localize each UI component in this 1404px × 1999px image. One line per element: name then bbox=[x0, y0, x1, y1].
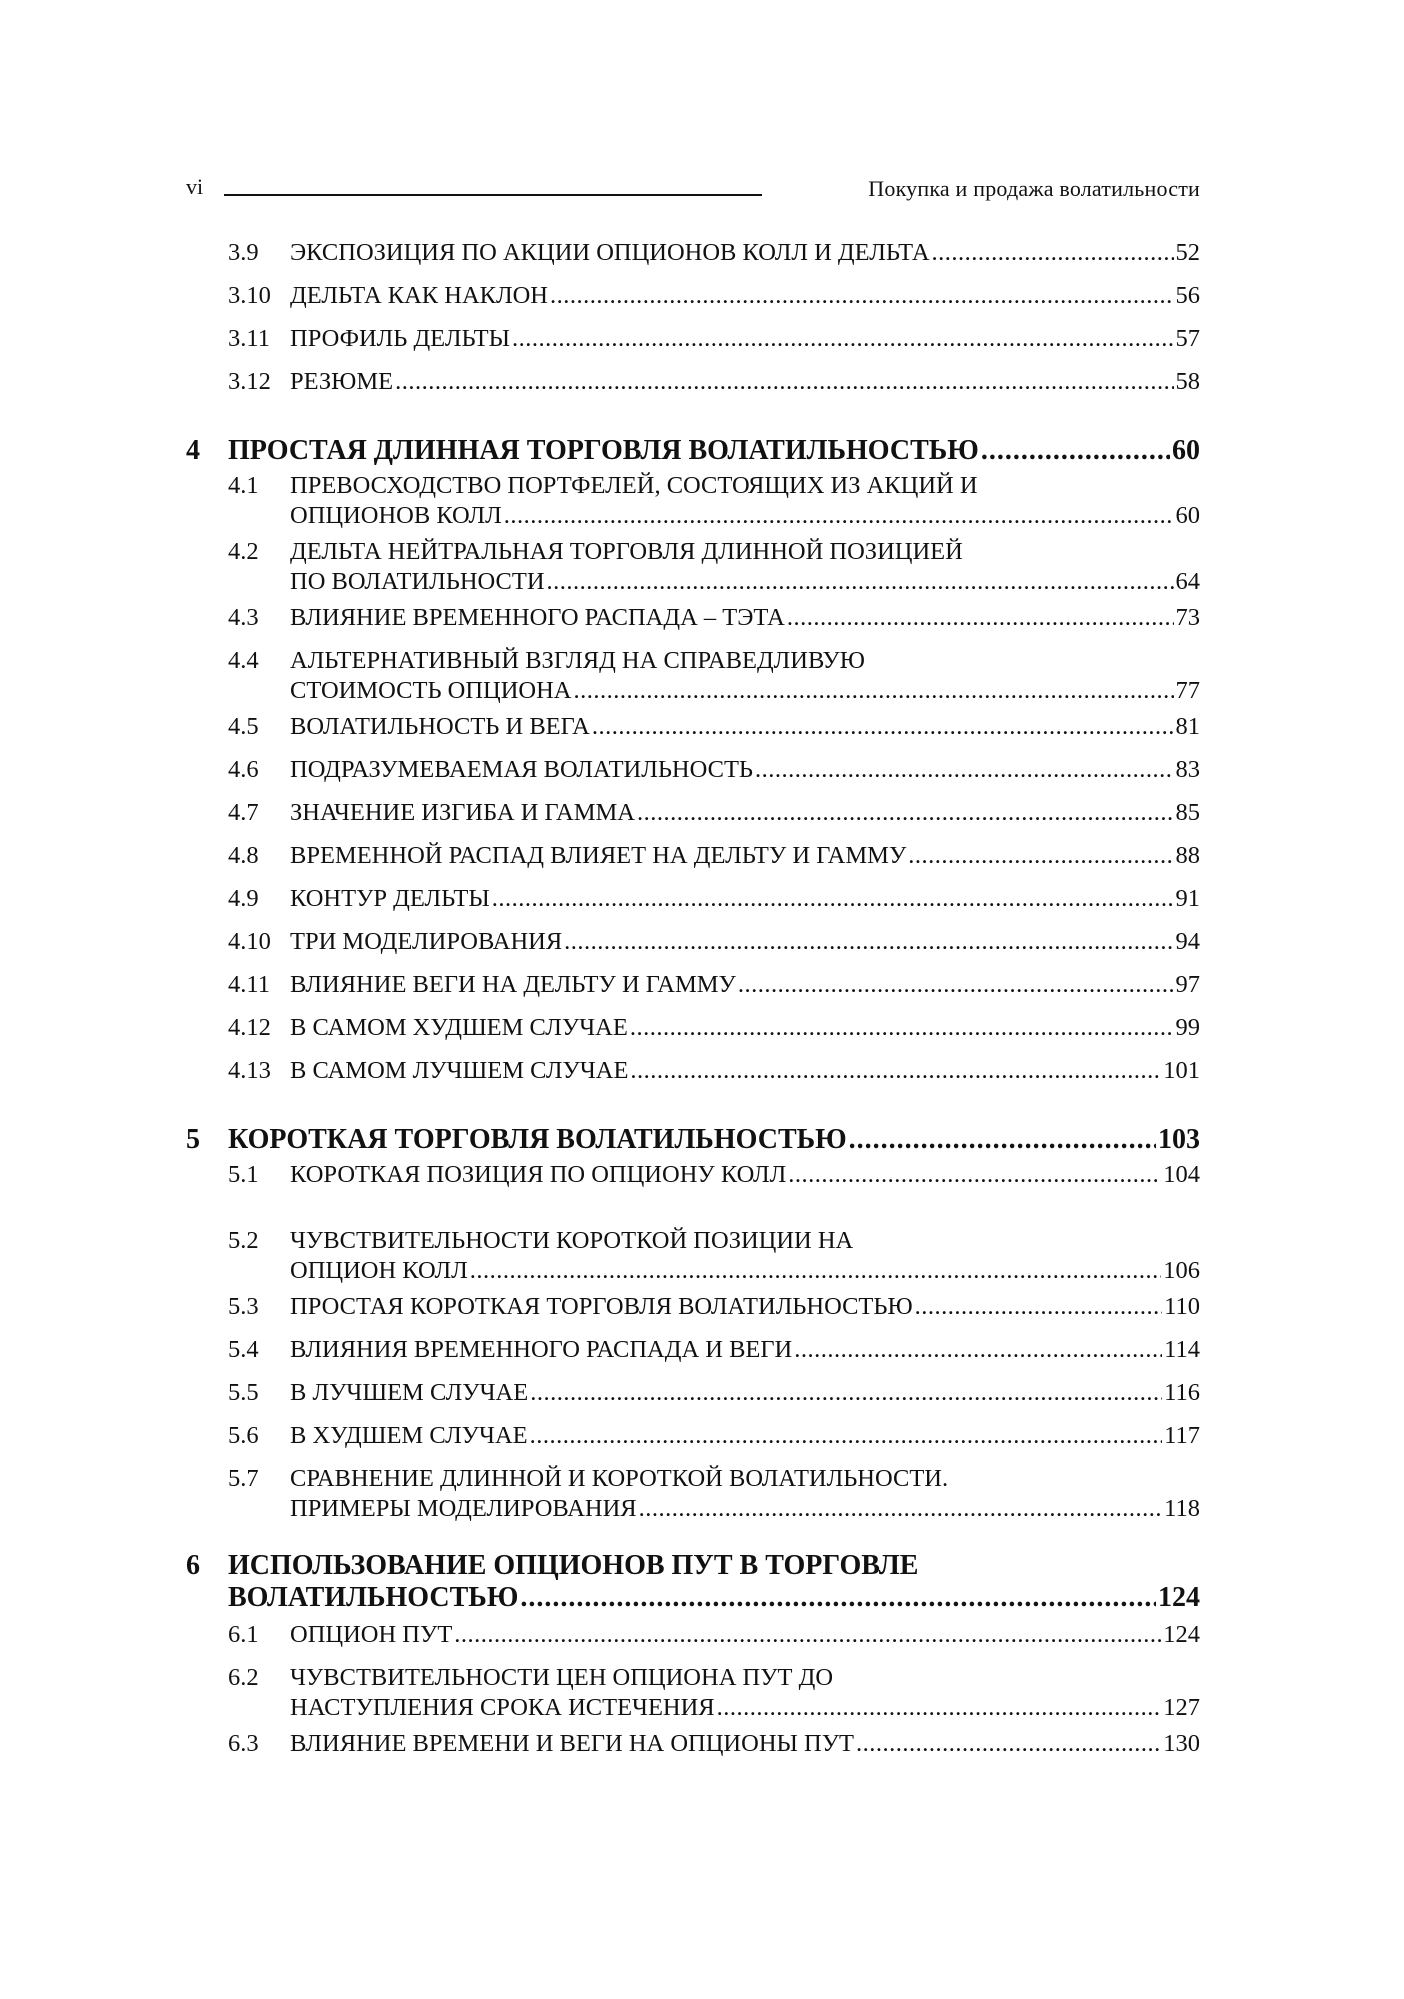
dot-leader bbox=[530, 1378, 1162, 1408]
page-ref: 124 bbox=[1163, 1621, 1200, 1648]
entry-title-line: ПРИМЕРЫ МОДЕЛИРОВАНИЯ bbox=[290, 1495, 637, 1522]
section-number: 4.4 bbox=[228, 647, 259, 674]
page-ref: 83 bbox=[1175, 756, 1200, 783]
entry-title bbox=[290, 1013, 1200, 1043]
entry-title bbox=[290, 238, 1200, 268]
entry-title-line: КОРОТКАЯ ТОРГОВЛЯ ВОЛАТИЛЬНОСТЬЮ bbox=[228, 1124, 847, 1155]
entry-title-line: ИСПОЛЬЗОВАНИЕ ОПЦИОНОВ ПУТ В ТОРГОВЛЕ bbox=[228, 1550, 919, 1581]
dot-leader bbox=[630, 1056, 1161, 1086]
entry-title bbox=[290, 1335, 1200, 1365]
dot-leader bbox=[512, 324, 1174, 354]
entry-title bbox=[290, 537, 1200, 597]
section-number: 4.6 bbox=[228, 756, 259, 783]
chapter-number: 4 bbox=[186, 435, 200, 466]
dot-leader bbox=[574, 676, 1174, 706]
section-number: 4.2 bbox=[228, 538, 259, 565]
entry-title-line: ЗНАЧЕНИЕ ИЗГИБА И ГАММА bbox=[290, 799, 635, 826]
entry-title-line: В САМОМ ЛУЧШЕМ СЛУЧАЕ bbox=[290, 1057, 629, 1084]
section-number: 5.5 bbox=[228, 1379, 259, 1406]
dot-leader bbox=[856, 1729, 1161, 1759]
page-ref: 88 bbox=[1175, 842, 1200, 869]
entry-title bbox=[290, 927, 1200, 957]
dot-leader bbox=[395, 367, 1173, 397]
entry-title bbox=[290, 367, 1200, 397]
dot-leader bbox=[564, 927, 1173, 957]
entry-title-line: ВОЛАТИЛЬНОСТЬЮ bbox=[228, 1582, 519, 1613]
page-ref: 85 bbox=[1175, 799, 1200, 826]
entry-title-line: ПРОСТАЯ КОРОТКАЯ ТОРГОВЛЯ ВОЛАТИЛЬНОСТЬЮ bbox=[290, 1293, 913, 1320]
entry-title bbox=[290, 970, 1200, 1000]
section-number: 5.2 bbox=[228, 1227, 259, 1254]
entry-title-line: В САМОМ ХУДШЕМ СЛУЧАЕ bbox=[290, 1014, 628, 1041]
entry-title bbox=[290, 841, 1200, 871]
dot-leader bbox=[908, 841, 1173, 871]
page-ref: 58 bbox=[1175, 368, 1200, 395]
section-number: 4.7 bbox=[228, 799, 259, 826]
page-ref: 81 bbox=[1175, 713, 1200, 740]
dot-leader bbox=[915, 1292, 1163, 1322]
dot-leader bbox=[981, 435, 1170, 467]
dot-leader bbox=[717, 1693, 1162, 1723]
page-ref: 77 bbox=[1175, 677, 1200, 704]
entry-title-line: РЕЗЮМЕ bbox=[290, 368, 394, 395]
page-ref: 60 bbox=[1175, 502, 1200, 529]
entry-title bbox=[290, 755, 1200, 785]
entry-title bbox=[290, 1292, 1200, 1322]
entry-title-line: ОПЦИОН ПУТ bbox=[290, 1621, 453, 1648]
dot-leader bbox=[547, 567, 1174, 597]
dot-leader bbox=[520, 1582, 1156, 1614]
entry-title bbox=[290, 324, 1200, 354]
dot-leader bbox=[492, 884, 1174, 914]
entry-title-line: ВЛИЯНИЕ ВРЕМЕНИ И ВЕГИ НА ОПЦИОНЫ ПУТ bbox=[290, 1730, 855, 1757]
entry-title bbox=[290, 1663, 1200, 1723]
entry-title-line: ПРОФИЛЬ ДЕЛЬТЫ bbox=[290, 325, 510, 352]
header-rule bbox=[224, 194, 762, 196]
section-number: 4.12 bbox=[228, 1014, 271, 1041]
dot-leader bbox=[788, 1160, 1161, 1190]
page-number: vi bbox=[186, 174, 204, 199]
section-number: 5.7 bbox=[228, 1465, 259, 1492]
entry-title bbox=[228, 1124, 1200, 1156]
entry-title-line: СРАВНЕНИЕ ДЛИННОЙ И КОРОТКОЙ ВОЛАТИЛЬНОСТИ. bbox=[290, 1465, 949, 1492]
section-number: 4.8 bbox=[228, 842, 259, 869]
entry-title-line: ЭКСПОЗИЦИЯ ПО АКЦИИ ОПЦИОНОВ КОЛЛ И ДЕЛЬТА bbox=[290, 239, 930, 266]
entry-title-line: ВОЛАТИЛЬНОСТЬ И ВЕГА bbox=[290, 713, 590, 740]
page-ref: 60 bbox=[1172, 435, 1200, 466]
page-ref: 64 bbox=[1175, 568, 1200, 595]
dot-leader bbox=[932, 238, 1174, 268]
entry-title bbox=[290, 1226, 1200, 1286]
dot-leader bbox=[470, 1256, 1162, 1286]
section-number: 3.9 bbox=[228, 239, 259, 266]
entry-title-line: ТРИ МОДЕЛИРОВАНИЯ bbox=[290, 928, 563, 955]
dot-leader bbox=[637, 798, 1174, 828]
running-title: Покупка и продажа волатильности bbox=[868, 176, 1200, 201]
dot-leader bbox=[550, 281, 1174, 311]
dot-leader bbox=[530, 1421, 1163, 1451]
entry-title-line: ОПЦИОНОВ КОЛЛ bbox=[290, 502, 502, 529]
entry-title-line: АЛЬТЕРНАТИВНЫЙ ВЗГЛЯД НА СПРАВЕДЛИВУЮ bbox=[290, 647, 865, 674]
section-number: 5.3 bbox=[228, 1293, 259, 1320]
page-ref: 104 bbox=[1163, 1161, 1200, 1188]
page-ref: 110 bbox=[1164, 1293, 1200, 1320]
page-ref: 124 bbox=[1158, 1582, 1200, 1613]
entry-title-line: ВЛИЯНИЕ ВЕГИ НА ДЕЛЬТУ И ГАММУ bbox=[290, 971, 736, 998]
entry-title bbox=[290, 281, 1200, 311]
dot-leader bbox=[738, 970, 1174, 1000]
section-number: 3.11 bbox=[228, 325, 270, 352]
entry-title-line: ВЛИЯНИЯ ВРЕМЕННОГО РАСПАДА И ВЕГИ bbox=[290, 1336, 793, 1363]
entry-title bbox=[290, 1620, 1200, 1650]
entry-title-line: КОРОТКАЯ ПОЗИЦИЯ ПО ОПЦИОНУ КОЛЛ bbox=[290, 1161, 787, 1188]
dot-leader bbox=[504, 501, 1174, 531]
entry-title-line: ДЕЛЬТА КАК НАКЛОН bbox=[290, 282, 548, 309]
page-ref: 73 bbox=[1175, 604, 1200, 631]
section-number: 6.2 bbox=[228, 1664, 259, 1691]
section-number: 4.3 bbox=[228, 604, 259, 631]
page-ref: 56 bbox=[1175, 282, 1200, 309]
section-number: 3.12 bbox=[228, 368, 271, 395]
entry-title-line: ВЛИЯНИЕ ВРЕМЕННОГО РАСПАДА – ТЭТА bbox=[290, 604, 785, 631]
dot-leader bbox=[794, 1335, 1162, 1365]
section-number: 5.6 bbox=[228, 1422, 259, 1449]
dot-leader bbox=[787, 603, 1174, 633]
section-number: 4.13 bbox=[228, 1057, 271, 1084]
dot-leader bbox=[630, 1013, 1174, 1043]
entry-title bbox=[290, 884, 1200, 914]
entry-title-line: СТОИМОСТЬ ОПЦИОНА bbox=[290, 677, 572, 704]
entry-title-line: ЧУВСТВИТЕЛЬНОСТИ ЦЕН ОПЦИОНА ПУТ ДО bbox=[290, 1664, 834, 1691]
entry-title-line: ЧУВСТВИТЕЛЬНОСТИ КОРОТКОЙ ПОЗИЦИИ НА bbox=[290, 1227, 854, 1254]
entry-title bbox=[290, 1421, 1200, 1451]
dot-leader bbox=[849, 1124, 1156, 1156]
section-number: 5.4 bbox=[228, 1336, 259, 1363]
section-number: 4.11 bbox=[228, 971, 270, 998]
entry-title-line: КОНТУР ДЕЛЬТЫ bbox=[290, 885, 490, 912]
entry-title bbox=[290, 1056, 1200, 1086]
page-ref: 57 bbox=[1175, 325, 1200, 352]
entry-title-line: ПОДРАЗУМЕВАЕМАЯ ВОЛАТИЛЬНОСТЬ bbox=[290, 756, 753, 783]
chapter-number: 6 bbox=[186, 1550, 200, 1581]
page-ref: 117 bbox=[1164, 1422, 1200, 1449]
entry-title-line: ВРЕМЕННОЙ РАСПАД ВЛИЯЕТ НА ДЕЛЬТУ И ГАММУ bbox=[290, 842, 907, 869]
entry-title-line: В ХУДШЕМ СЛУЧАЕ bbox=[290, 1422, 528, 1449]
entry-title bbox=[290, 1729, 1200, 1759]
entry-title-line: ОПЦИОН КОЛЛ bbox=[290, 1257, 468, 1284]
entry-title-line: ПРЕВОСХОДСТВО ПОРТФЕЛЕЙ, СОСТОЯЩИХ ИЗ АКЦИЙ И bbox=[290, 472, 978, 499]
page-ref: 116 bbox=[1164, 1379, 1200, 1406]
entry-title-line: ПО ВОЛАТИЛЬНОСТИ bbox=[290, 568, 545, 595]
entry-title bbox=[290, 471, 1200, 531]
dot-leader bbox=[755, 755, 1174, 785]
dot-leader bbox=[639, 1494, 1163, 1524]
running-header bbox=[186, 170, 1200, 206]
section-number: 4.5 bbox=[228, 713, 259, 740]
page-ref: 106 bbox=[1163, 1257, 1200, 1284]
entry-title-line: ДЕЛЬТА НЕЙТРАЛЬНАЯ ТОРГОВЛЯ ДЛИННОЙ ПОЗИЦИЕЙ bbox=[290, 538, 963, 565]
entry-title bbox=[290, 646, 1200, 706]
entry-title bbox=[228, 1550, 1200, 1614]
section-number: 6.3 bbox=[228, 1730, 259, 1757]
page-ref: 52 bbox=[1175, 239, 1200, 266]
page-ref: 103 bbox=[1158, 1124, 1200, 1155]
section-number: 5.1 bbox=[228, 1161, 259, 1188]
page-ref: 97 bbox=[1175, 971, 1200, 998]
section-number: 4.1 bbox=[228, 472, 259, 499]
section-number: 4.9 bbox=[228, 885, 259, 912]
entry-title bbox=[290, 1160, 1200, 1190]
page-ref: 114 bbox=[1164, 1336, 1200, 1363]
page-ref: 101 bbox=[1163, 1057, 1200, 1084]
page-ref: 99 bbox=[1175, 1014, 1200, 1041]
entry-title bbox=[290, 1378, 1200, 1408]
entry-title-line: ПРОСТАЯ ДЛИННАЯ ТОРГОВЛЯ ВОЛАТИЛЬНОСТЬЮ bbox=[228, 435, 979, 466]
section-number: 3.10 bbox=[228, 282, 271, 309]
chapter-number: 5 bbox=[186, 1124, 200, 1155]
entry-title bbox=[290, 798, 1200, 828]
page-ref: 118 bbox=[1164, 1495, 1200, 1522]
section-number: 4.10 bbox=[228, 928, 271, 955]
page-ref: 91 bbox=[1175, 885, 1200, 912]
entry-title bbox=[290, 712, 1200, 742]
page-ref: 130 bbox=[1163, 1730, 1200, 1757]
entry-title bbox=[290, 603, 1200, 633]
dot-leader bbox=[454, 1620, 1161, 1650]
page-ref: 127 bbox=[1163, 1694, 1200, 1721]
entry-title bbox=[290, 1464, 1200, 1524]
page-ref: 94 bbox=[1175, 928, 1200, 955]
section-number: 6.1 bbox=[228, 1621, 259, 1648]
dot-leader bbox=[592, 712, 1174, 742]
entry-title-line: НАСТУПЛЕНИЯ СРОКА ИСТЕЧЕНИЯ bbox=[290, 1694, 715, 1721]
entry-title-line: В ЛУЧШЕМ СЛУЧАЕ bbox=[290, 1379, 529, 1406]
entry-title bbox=[228, 435, 1200, 467]
